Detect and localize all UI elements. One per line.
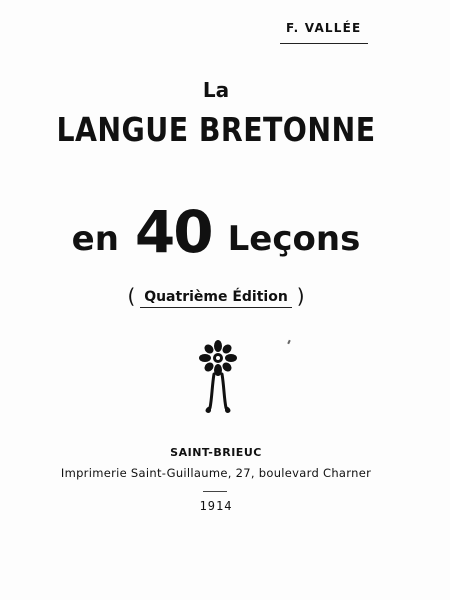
title-main: LANGUE BRETONNE bbox=[56, 110, 376, 149]
edition-label: Quatrième Édition bbox=[140, 289, 292, 308]
imprint-printer: Imprimerie Saint-Guillaume, 27, boulevard Charner bbox=[60, 466, 372, 480]
edition-line bbox=[0, 284, 432, 308]
year-rule bbox=[203, 491, 227, 492]
title-number: 40 bbox=[134, 198, 212, 266]
imprint-year: 1914 bbox=[199, 499, 233, 513]
author-name: F. VALLÉE bbox=[286, 21, 362, 35]
imprint-city: SAINT-BRIEUC bbox=[170, 446, 262, 459]
title-lessons-line bbox=[0, 198, 432, 266]
ink-speck bbox=[287, 340, 291, 344]
title-suffix: Leçons bbox=[227, 219, 361, 259]
edition-open-paren: ( bbox=[127, 284, 136, 308]
title-prefix: en bbox=[71, 219, 119, 259]
floral-ornament-icon bbox=[196, 340, 240, 414]
title-article: La bbox=[202, 78, 230, 102]
author-underline bbox=[280, 43, 368, 44]
edition-close-paren: ) bbox=[296, 284, 305, 308]
